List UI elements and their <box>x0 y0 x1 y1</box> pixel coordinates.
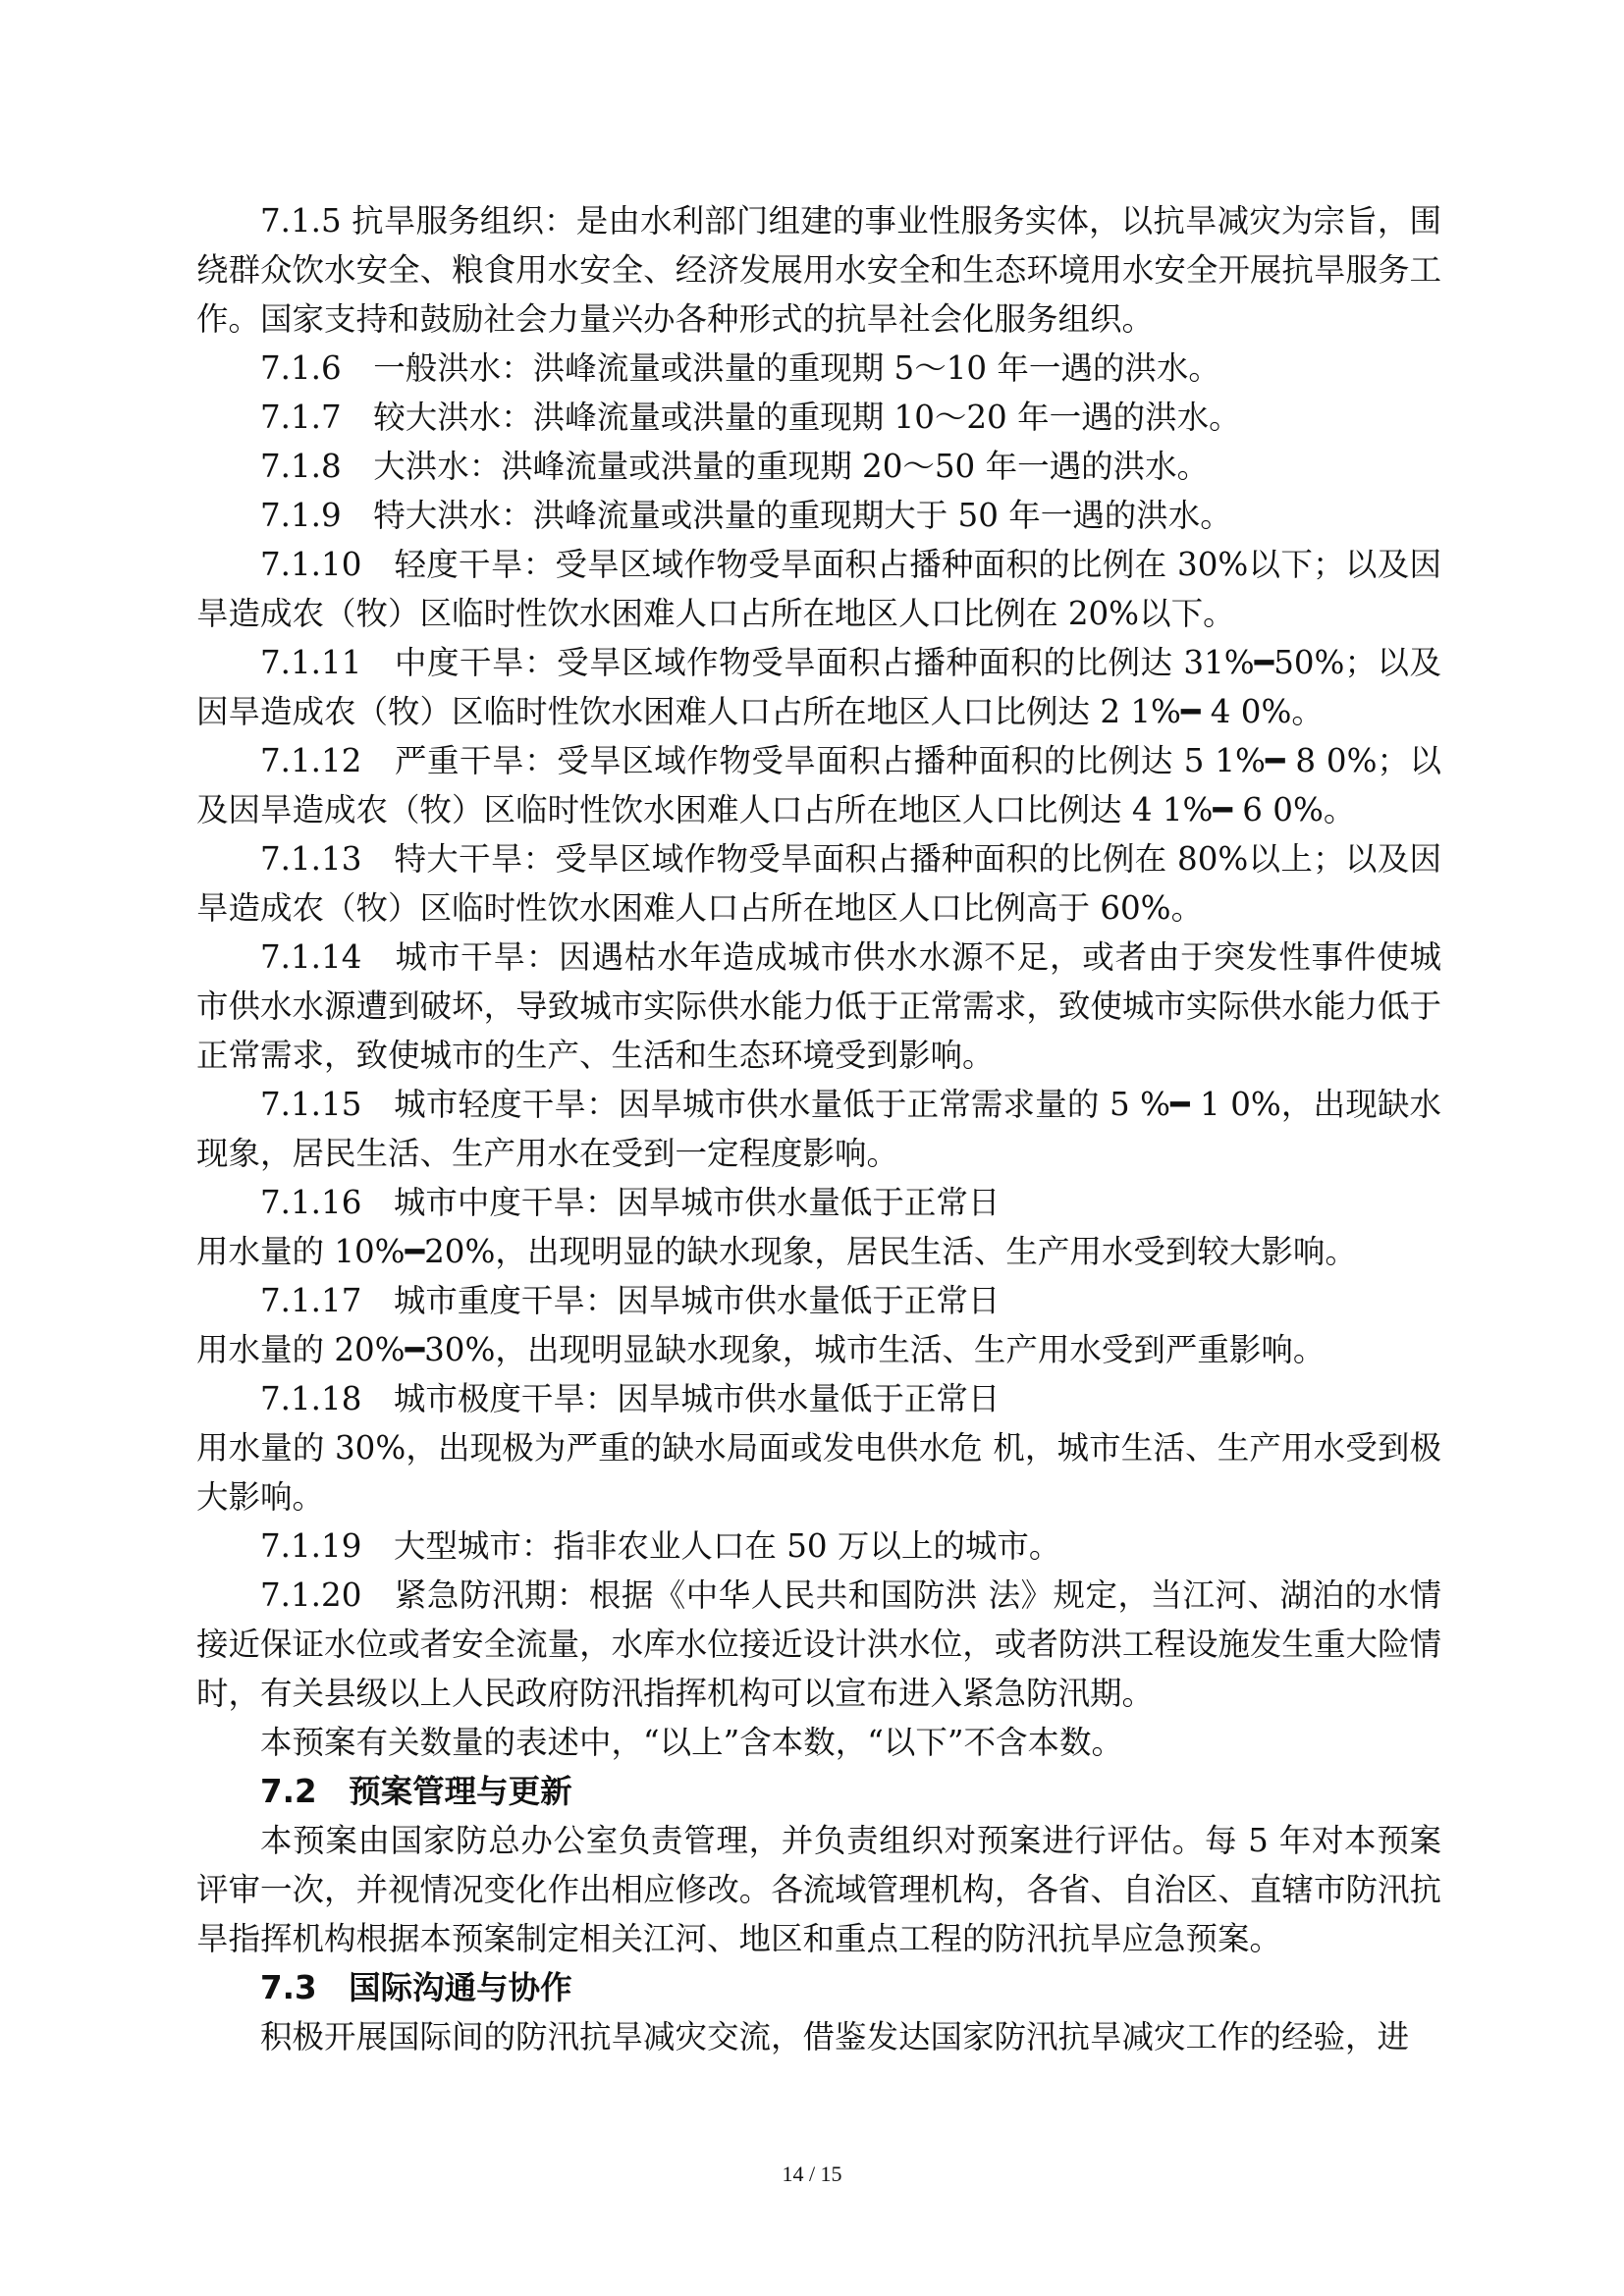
paragraph: 用水量的 30%，出现极为严重的缺水局面或发电供水危 机，城市生活、生产用水受到极大影响。 <box>196 1429 1441 1516</box>
document-body <box>196 196 1441 2061</box>
paragraph: 7.1.16 城市中度干旱：因旱城市供水量低于正常日 <box>260 1184 1001 1221</box>
paragraph: 7.1.12 严重干旱：受旱区域作物受旱面积占播种面积的比例达 5 1%━ 8 0%；以及因旱造成农（牧）区临时性饮水困难人口占所在地区人口比例达 4 1%━ 6 0%。 <box>196 742 1441 828</box>
section-heading-7-2: 7.2 预案管理与更新 <box>260 1773 572 1810</box>
paragraph: 7.1.19 大型城市：指非农业人口在 50 万以上的城市。 <box>260 1527 1061 1565</box>
paragraph: 7.1.14 城市干旱：因遇枯水年造成城市供水水源不足，或者由于突发性事件使城市供水水源遭到破坏，导致城市实际供水能力低于正常需求，致使城市实际供水能力低于正常需求，致使城市的生产、生活和生态环境受到影响。 <box>196 938 1441 1074</box>
paragraph: 7.1.9 特大洪水：洪峰流量或洪量的重现期大于 50 年一遇的洪水。 <box>260 497 1232 534</box>
paragraph: 用水量的 10%━20%，出现明显的缺水现象，居民生活、生产用水受到较大影响。 <box>196 1233 1357 1270</box>
paragraph: 7.1.13 特大干旱：受旱区域作物受旱面积占播种面积的比例在 80%以上；以及因旱造成农（牧）区临时性饮水困难人口占所在地区人口比例高于 60%。 <box>196 840 1441 927</box>
paragraph: 7.1.17 城市重度干旱：因旱城市供水量低于正常日 <box>260 1282 1001 1319</box>
paragraph: 7.1.5 抗旱服务组织：是由水利部门组建的事业性服务实体，以抗旱减灾为宗旨，围绕群众饮水安全、粮食用水安全、经济发展用水安全和生态环境用水安全开展抗旱服务工作。国家支持和鼓励社会力量兴办各种形式的抗旱社会化服务组织。 <box>196 202 1441 338</box>
paragraph: 用水量的 20%━30%，出现明显缺水现象，城市生活、生产用水受到严重影响。 <box>196 1331 1326 1368</box>
paragraph: 7.1.7 较大洪水：洪峰流量或洪量的重现期 10～20 年一遇的洪水。 <box>260 399 1241 436</box>
paragraph: 7.1.20 紧急防汛期：根据《中华人民共和国防洪 法》规定，当江河、湖泊的水情接近保证水位或者安全流量，水库水位接近设计洪水位，或者防洪工程设施发生重大险情时，有关县级以上人民政府防汛指挥机构可以宣布进入紧急防汛期。 <box>196 1576 1441 1712</box>
section-body-7-3: 积极开展国际间的防汛抗旱减灾交流，借鉴发达国家防汛抗旱减灾工作的经验，进 <box>260 2018 1410 2056</box>
paragraph: 7.1.15 城市轻度干旱：因旱城市供水量低于正常需求量的 5 %━ 1 0%，出现缺水现象，居民生活、生产用水在受到一定程度影响。 <box>196 1086 1441 1172</box>
paragraph: 7.1.18 城市极度干旱：因旱城市供水量低于正常日 <box>260 1380 1001 1417</box>
paragraph: 7.1.10 轻度干旱：受旱区域作物受旱面积占播种面积的比例在 30%以下；以及因旱造成农（牧）区临时性饮水困难人口占所在地区人口比例在 20%以下。 <box>196 546 1441 632</box>
definitions-list <box>196 196 1441 1767</box>
paragraph: 7.1.6 一般洪水：洪峰流量或洪量的重现期 5～10 年一遇的洪水。 <box>260 349 1220 387</box>
section-body-7-2: 本预案由国家防总办公室负责管理，并负责组织对预案进行评估。每 5 年对本预案评审一次，并视情况变化作出相应修改。各流域管理机构，各省、自治区、直辖市防汛抗旱指挥机构根据本预案制定相关江河、地区和重点工程的防汛抗旱应急预案。 <box>196 1822 1441 1957</box>
paragraph: 本预案有关数量的表述中，“以上”含本数，“以下”不含本数。 <box>260 1724 1123 1761</box>
paragraph: 7.1.11 中度干旱：受旱区域作物受旱面积占播种面积的比例达 31%━50%；以及因旱造成农（牧）区临时性饮水困难人口占所在地区人口比例达 2 1%━ 4 0%。 <box>196 644 1441 730</box>
page-number: 14 / 15 <box>782 2162 842 2186</box>
section-heading-7-3: 7.3 国际沟通与协作 <box>260 1969 572 2006</box>
paragraph: 7.1.8 大洪水：洪峰流量或洪量的重现期 20～50 年一遇的洪水。 <box>260 448 1210 485</box>
